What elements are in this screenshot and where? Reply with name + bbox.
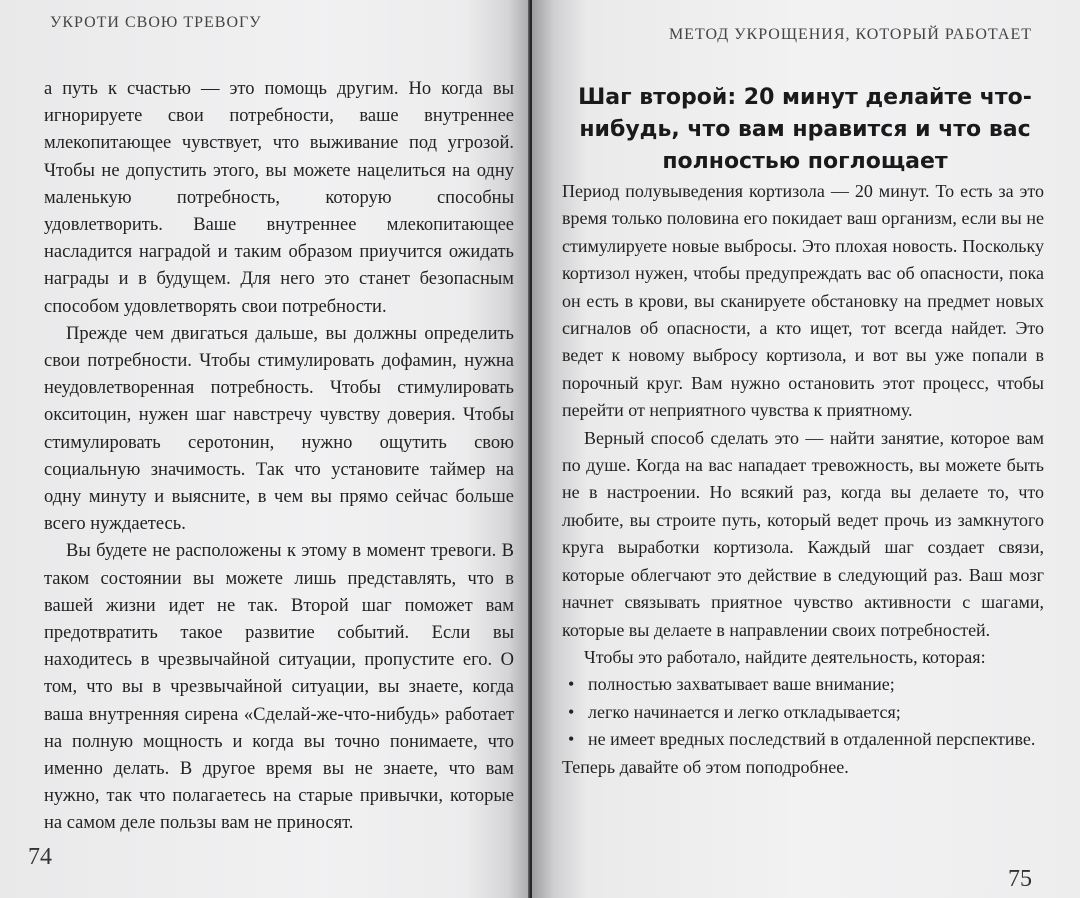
section-heading: Шаг второй: 20 минут делайте что-нибудь, что вам нравится и что вас полностью поглощает (578, 85, 1032, 174)
left-page-body (44, 76, 514, 838)
bullet-item (562, 699, 1044, 726)
page-number-left: 74 (28, 844, 52, 870)
right-page-body (562, 178, 1044, 781)
bullet-text: легко начинается и легко откладывается; (588, 701, 901, 722)
left-paragraph-2: Прежде чем двигаться дальше, вы должны определить свои потребности. Чтобы стимулировать дофамин, нужна неудовлетворенная потребность. Чтобы стимулировать окситоцин, нужен шаг навстречу чувству доверия. Чтобы стимулировать серотонин, нужно ощутить свою социальную значимость. Так что установите таймер на одну минуту и выясните, в чем вы прямо сейчас больше всего нуждаетесь. (44, 323, 514, 535)
bullet-item (562, 726, 1044, 753)
bullet-marker: • (568, 674, 575, 695)
left-page (0, 0, 530, 898)
right-paragraph-2: Верный способ сделать это — найти занятие, которое вам по душе. Когда на вас нападает тревожность, вы можете быть не в настроении. Но всякий раз, когда вы делаете то, что любите, вы строите путь, который ведет прочь из замкнутого круга выработки кортизола. Каждый шаг создает связи, которые облегчают это действие в следующий раз. Ваш мозг начнет связывать приятное чувство активности с шагами, которые вы делаете в направлении своих потребностей. (562, 427, 1044, 640)
bullet-text: не имеет вредных последствий в отдаленной перспективе. (588, 729, 1036, 750)
right-page (532, 0, 1080, 898)
bullet-marker: • (568, 729, 575, 750)
bullet-item (562, 671, 1044, 698)
running-head-left: УКРОТИ СВОЮ ТРЕВОГУ (50, 14, 262, 31)
left-paragraph-1: а путь к счастью — это помощь другим. Но когда вы игнорируете свои потребности, ваше внутреннее млекопитающее чувствует, что выживание под угрозой. Чтобы не допустить этого, вы можете нацелиться на одну маленькую потребность, которую способны удовлетворить. Ваше внутреннее млекопитающее насладится наградой и таким образом приучится ожидать награды и в будущем. Для него это станет безопасным способом удовлетворять свои потребности. (44, 79, 514, 317)
right-paragraph-1: Период полувыведения кортизола — 20 минут. То есть за это время только половина его покидает ваш организм, если вы не стимулируете новые выбросы. Это плохая новость. Поскольку кортизол нужен, чтобы предупреждать вас об опасности, пока он есть в крови, вы сканируете обстановку на предмет новых сигналов об опасности, а кто ищет, тот всегда найдет. Это ведет к новому выбросу кортизола, и вот вы уже попали в порочный круг. Вам нужно остановить этот процесс, чтобы перейти от неприятного чувства к приятному. (562, 181, 1044, 421)
left-paragraph-3: Вы будете не расположены к этому в момент тревоги. В таком состоянии вы можете лишь представлять, что в вашей жизни идет не так. Второй шаг поможет вам предотвратить такое развитие событий. Если вы находитесь в чрезвычайной ситуации, пропустите его. О том, что вы в чрезвычайной ситуации, вы знаете, когда ваша внутренняя сирена «Сделай-же-что-нибудь» работает на полную мощность и когда вы точно понимаете, что именно делать. В другое время вы не знаете, что вам нужно, так что полагаетесь на старые привычки, которые на самом деле пользы вам не приносят. (44, 541, 514, 834)
bullet-list (562, 671, 1044, 753)
page-number-right: 75 (1008, 866, 1032, 892)
bullet-marker: • (568, 701, 575, 722)
bullet-text: полностью захватывает ваше внимание; (588, 674, 895, 695)
right-paragraph-3: Чтобы это работало, найдите деятельность, которая: (584, 646, 986, 667)
closing-line: Теперь давайте об этом поподробнее. (562, 756, 849, 777)
running-head-right: МЕТОД УКРОЩЕНИЯ, КОТОРЫЙ РАБОТАЕТ (668, 26, 1032, 43)
